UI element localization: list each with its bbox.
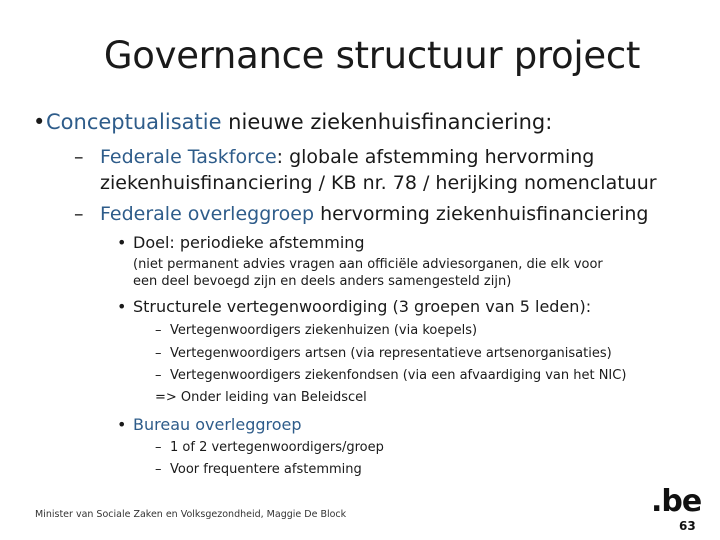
list-item-text: Vertegenwoordigers ziekenfondsen (via een afvaardiging van het NIC) [170, 368, 627, 383]
bullet-marker: • [117, 415, 127, 434]
dash-marker: – [155, 440, 162, 455]
highlight-taskforce: Federale Taskforce [100, 146, 277, 168]
dash-marker: – [155, 346, 162, 361]
list-item-text: Vertegenwoordigers ziekenhuizen (via koepels) [170, 323, 478, 338]
bullet-bureau-overleggroep [117, 415, 302, 434]
highlight-conceptualisatie: Conceptualisatie [46, 110, 222, 134]
dash-marker: – [74, 146, 84, 168]
doel-note-line-1: (niet permanent advies vragen aan officiële adviesorganen, die elk voor [133, 257, 603, 272]
bullet-text: nieuwe ziekenhuisfinanciering: [221, 110, 553, 134]
list-item [155, 346, 612, 361]
dash-marker: – [74, 203, 84, 225]
sub-bullet-text: : globale afstemming hervorming [276, 146, 595, 168]
sub-bullet-taskforce [74, 146, 595, 168]
be-logo: .be [651, 484, 702, 519]
bullet-marker: • [117, 233, 127, 252]
slide-title: Governance structuur project [103, 34, 641, 77]
leiding-note: => Onder leiding van Beleidscel [155, 390, 367, 405]
bullet-structurele-vertegenwoordiging [117, 297, 592, 316]
list-item [155, 440, 384, 455]
list-item [155, 368, 627, 383]
list-item [155, 323, 478, 338]
sub-bullet-overleggroep [74, 203, 649, 225]
doel-text: Doel: periodieke afstemming [133, 233, 365, 252]
bullet-doel [117, 233, 365, 252]
highlight-overleggroep: Federale overleggroep [100, 203, 315, 225]
footer-text: Minister van Sociale Zaken en Volksgezondheid, Maggie De Block [35, 509, 347, 520]
sub-bullet-text: hervorming ziekenhuisfinanciering [314, 203, 649, 225]
list-item-text: Voor frequentere afstemming [170, 462, 362, 477]
bullet-marker: • [33, 110, 46, 134]
dash-marker: – [155, 323, 162, 338]
bullet-conceptualisatie [33, 110, 553, 134]
bureau-text: Bureau overleggroep [133, 415, 302, 434]
doel-note-line-2: een deel bevoegd zijn en deels anders samengesteld zijn) [133, 274, 512, 289]
page-number: 63 [679, 519, 696, 533]
structurele-text: Structurele vertegenwoordiging (3 groepen van 5 leden): [133, 297, 592, 316]
list-item-text: 1 of 2 vertegenwoordigers/groep [170, 440, 384, 455]
dash-marker: – [155, 462, 162, 477]
bullet-marker: • [117, 297, 127, 316]
sub-bullet-taskforce-continuation: ziekenhuisfinanciering / KB nr. 78 / herijking nomenclatuur [100, 172, 657, 194]
list-item [155, 462, 362, 477]
list-item-text: Vertegenwoordigers artsen (via representatieve artsenorganisaties) [170, 346, 612, 361]
dash-marker: – [155, 368, 162, 383]
